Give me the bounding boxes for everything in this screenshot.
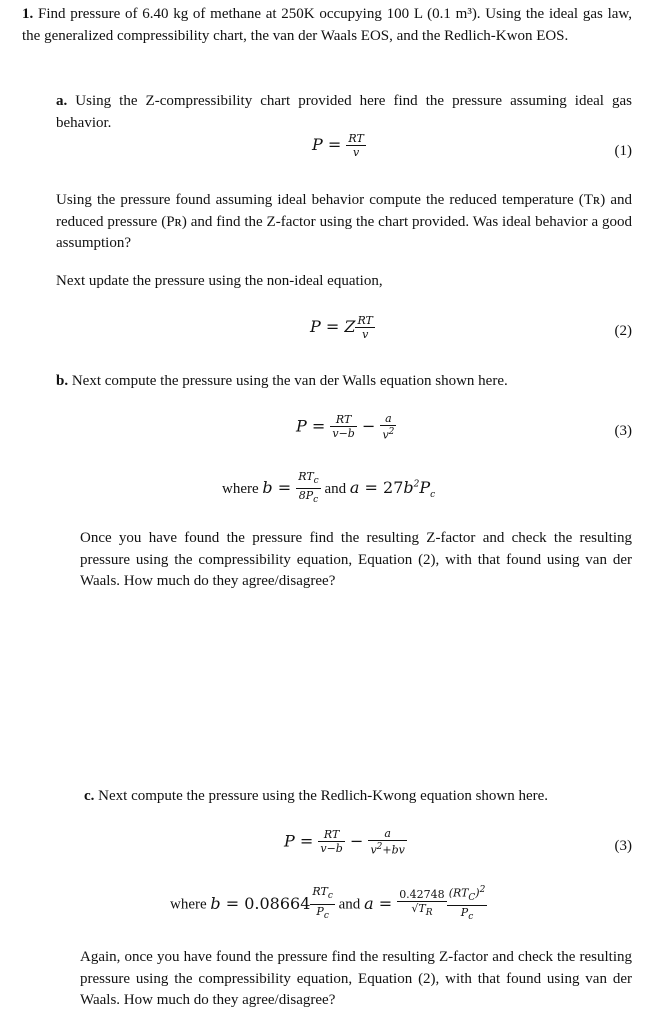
- part-a-paragraph-update: Next update the pressure using the non-ideal equation,: [56, 273, 383, 289]
- redlich-kwong-constants: where b = 0.08664 $\frac{RT_c}{P_c}$ and a = $\frac{0.42748}{√T_R}$ $\frac{(RT_C)^2}{P_c}$: [170, 885, 486, 923]
- problem-intro: [22, 4, 632, 47]
- problem-intro-text: Find pressure of 6.40 kg of methane at 250K occupying 100 L (0.1 m³). Using the ideal gas law, the generalized compressibility chart, the van der Waals EOS, and the Redlich-Kwon EOS.: [22, 6, 633, 44]
- equation-ideal-gas: P = $\frac{RT}{v}$: [312, 132, 364, 159]
- part-c-text: Next compute the pressure using the Redlich-Kwong equation shown here.: [98, 788, 549, 804]
- equation-van-der-waals: P = $\frac{RT}{v-b}$ − $\frac{a}{v^2}$: [296, 412, 395, 442]
- part-c-intro: [84, 786, 632, 808]
- part-b-label: b.: [56, 373, 69, 389]
- rk-a-coefficient: 0.42748: [399, 887, 445, 901]
- equation-compressibility: P = Z $\frac{RT}{v}$: [310, 314, 373, 341]
- part-a-label: a.: [56, 93, 68, 109]
- equation-1-number: (1): [614, 143, 632, 159]
- equation-2-number: (2): [614, 323, 632, 339]
- rk-b-coefficient: 0.08664: [244, 893, 311, 913]
- where-label: where: [222, 481, 259, 498]
- part-b-paragraph: Once you have found the pressure find the resulting Z-factor and check the resulting pressure using the compressibility equation, Equation (2), with that found using van der Waals. How much do they agree/disagree?: [80, 530, 632, 589]
- part-a-intro: [56, 91, 632, 134]
- and-label: and: [324, 481, 347, 498]
- part-b-intro: [56, 371, 632, 393]
- van-der-waals-constants: where b = $\frac{RT_c}{8P_c}$ and $a = 27b^2P_c$: [222, 470, 436, 506]
- part-a-text: Using the Z-compressibility chart provided here find the pressure assuming ideal gas behavior.: [56, 93, 632, 131]
- equation-redlich-kwong: P = $\frac{RT}{v-b}$ − $\frac{a}{v^2+bv}$: [284, 827, 405, 857]
- equation-rk-number: (3): [614, 838, 632, 854]
- part-b-text: Next compute the pressure using the van der Walls equation shown here.: [71, 373, 508, 389]
- part-c-label: c.: [84, 788, 95, 804]
- equation-3-number: (3): [614, 423, 632, 439]
- rk-and-label: and: [338, 896, 361, 913]
- part-c-paragraph: Again, once you have found the pressure find the resulting Z-factor and check the resulting pressure using the compressibility equation, Equation (2), with that found using van der Waals. How much do they agree/disagree?: [80, 949, 632, 1008]
- rk-where-label: where: [170, 896, 207, 913]
- problem-number: 1.: [22, 6, 34, 22]
- part-a-paragraph-reduced: Using the pressure found assuming ideal behavior compute the reduced temperature (Tʀ) and reduced pressure (Pʀ) and find the Z-factor using the chart provided. Was ideal behavior a good assumption?: [56, 192, 632, 251]
